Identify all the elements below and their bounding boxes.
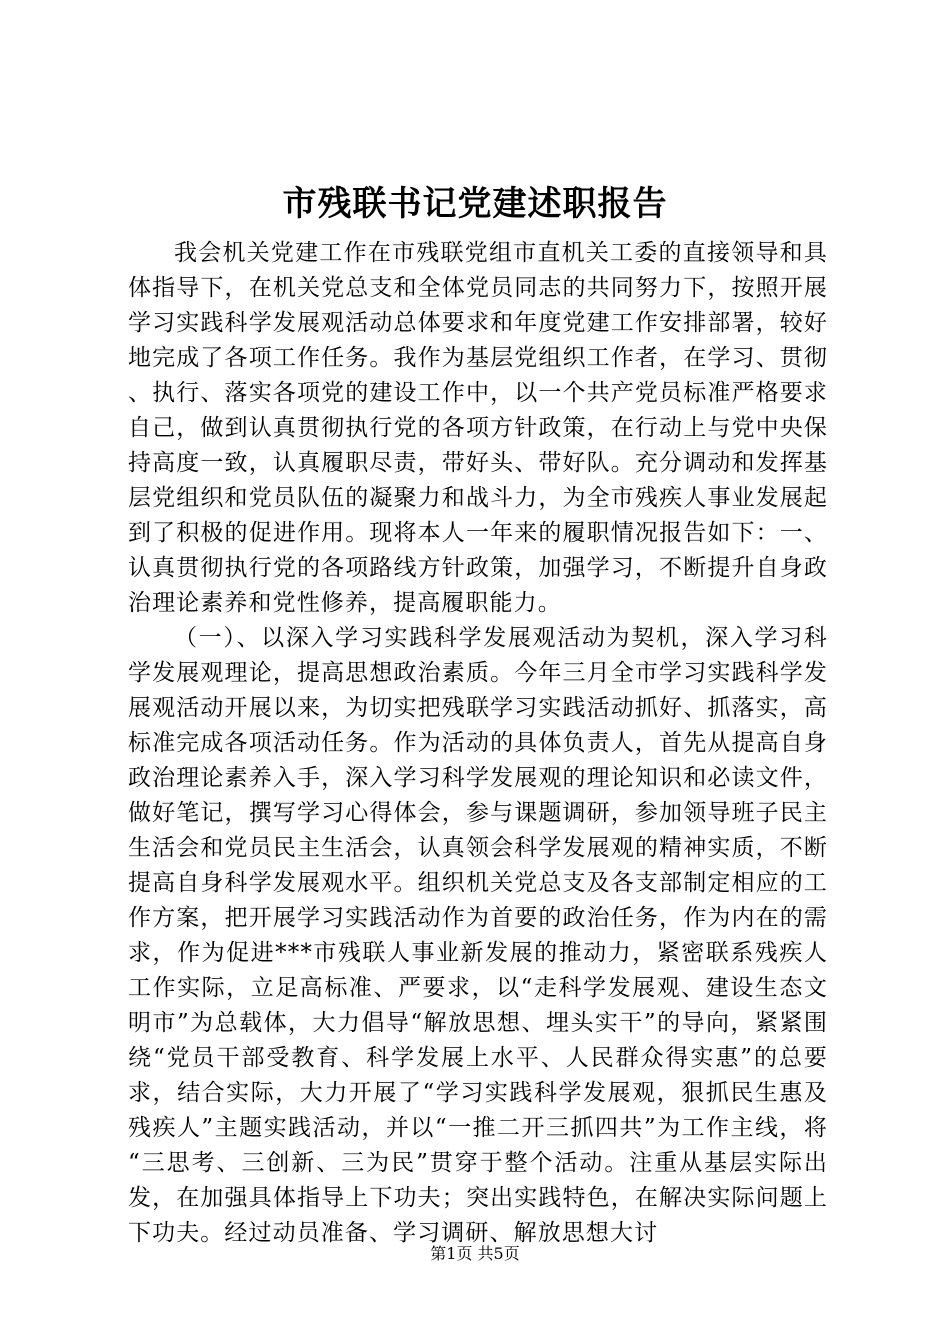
document-body	[128, 236, 828, 1251]
paragraph-section-1: （一）、以深入学习实践科学发展观活动为契机，深入学习科学发展观理论，提高思想政治素质。今年三月全市学习实践科学发展观活动开展以来，为切实把残联学习实践活动抓好、抓落实，高标准完成各项活动任务。作为活动的具体负责人，首先从提高自身政治理论素养入手，深入学习科学发展观的理论知识和必读文件，做好笔记，撰写学习心得体会，参与课题调研，参加领导班子民主生活会和党员民主生活会，认真领会科学发展观的精神实质，不断提高自身科学发展观水平。组织机关党总支及各支部制定相应的工作方案，把开展学习实践活动作为首要的政治任务，作为内在的需求，作为促进***市残联人事业新发展的推动力，紧密联系残疾人工作实际，立足高标准、严要求，以“走科学发展观、建设生态文明市”为总载体，大力倡导“解放思想、埋头实干”的导向，紧紧围绕“党员干部受教育、科学发展上水平、人民群众得实惠”的总要求，结合实际，大力开展了“学习实践科学发展观，狠抓民生惠及残疾人”主题实践活动，并以“一推二开三抓四共”为工作主线，将“三思考、三创新、三为民”贯穿于整个活动。注重从基层实际出发，在加强具体指导上下功夫；突出实践特色，在解决实际问题上下功夫。经过动员准备、学习调研、解放思想大讨	[128, 625, 828, 1246]
document-title: 市残联书记党建述职报告	[282, 184, 668, 224]
page-footer: 第1页 共5页	[430, 1244, 520, 1263]
paragraph-intro: 我会机关党建工作在市残联党组市直机关工委的直接领导和具体指导下，在机关党总支和全体党员同志的共同努力下，按照开展学习实践科学发展观活动总体要求和年度党建工作安排部署，较好地完成了各项工作任务。我作为基层党组织工作者，在学习、贯彻、执行、落实各项党的建设工作中，以一个共产党员标准严格要求自己，做到认真贯彻执行党的各项方针政策，在行动上与党中央保持高度一致，认真履职尽责，带好头、带好队。充分调动和发挥基层党组织和党员队伍的凝聚力和战斗力，为全市残疾人事业发展起到了积极的促进作用。现将本人一年来的履职情况报告如下：一、认真贯彻执行党的各项路线方针政策，加强学习，不断提升自身政治理论素养和党性修养，提高履职能力。	[128, 240, 828, 616]
